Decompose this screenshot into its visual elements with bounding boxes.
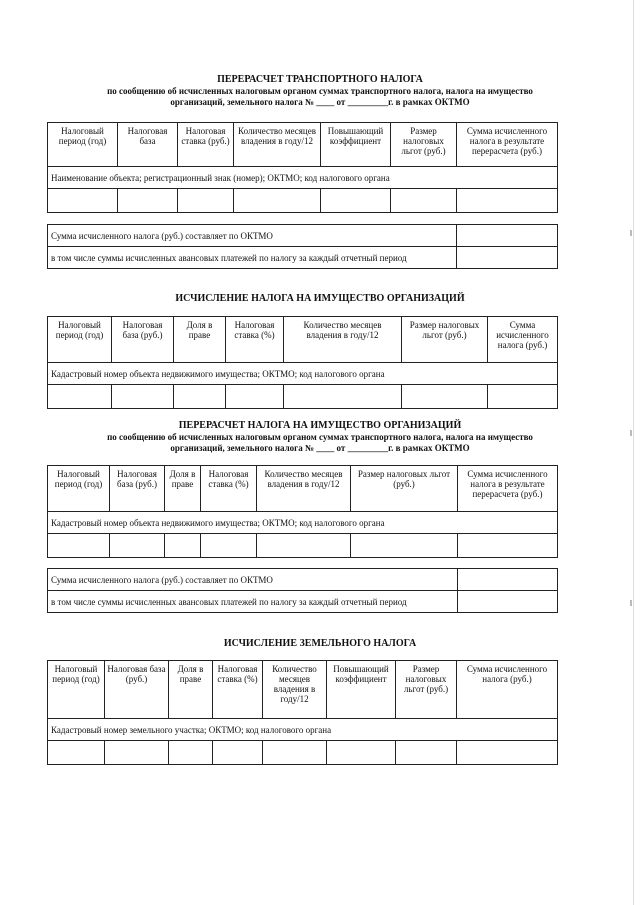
header-cell: Сумма исчисленного налога в результате перерасчета (руб.)	[457, 123, 558, 167]
advance-row-label: в том числе суммы исчисленных авансовых платежей по налогу за каждый отчетный период	[48, 591, 458, 613]
header-cell: Налоговая база	[118, 123, 178, 167]
sum-row-label: Сумма исчисленного налога (руб.) составляет по ОКТМО	[48, 225, 457, 247]
header-cell: Размер налоговых льгот (руб.)	[351, 466, 458, 512]
header-cell: Налоговая база (руб.)	[110, 466, 165, 512]
property-recalc-subtitle-2: организаций, земельного налога № ____ от _________г. в рамках ОКТМО	[170, 443, 470, 453]
empty-cell	[169, 741, 213, 765]
transport-sum-table	[47, 224, 558, 269]
header-cell: Налоговая база (руб.)	[112, 317, 174, 363]
header-cell: Доля в праве	[165, 466, 201, 512]
empty-cell	[110, 534, 165, 558]
property-calc-table	[47, 316, 558, 409]
empty-cell	[48, 189, 118, 213]
header-cell: Размер налоговых льгот (руб.)	[396, 661, 457, 719]
empty-cell	[226, 385, 284, 409]
empty-cell	[48, 741, 105, 765]
header-cell: Количество месяцев владения в году/12	[234, 123, 321, 167]
header-cell: Доля в праве	[169, 661, 213, 719]
header-cell: Размер налоговых льгот (руб.)	[402, 317, 488, 363]
header-cell: Налоговый период (год)	[48, 317, 112, 363]
empty-cell	[165, 534, 201, 558]
header-cell: Размер налоговых льгот (руб.)	[391, 123, 457, 167]
scan-edge	[633, 0, 634, 905]
object-row-label: Кадастровый номер объекта недвижимого имущества; ОКТМО; код налогового органа	[48, 512, 558, 534]
scan-mark	[630, 600, 632, 606]
empty-cell	[178, 189, 234, 213]
transport-recalc-title: ПЕРЕРАСЧЕТ ТРАНСПОРТНОГО НАЛОГА	[217, 74, 423, 85]
property-sum-table	[47, 568, 558, 613]
empty-cell	[457, 247, 558, 269]
transport-recalc-table	[47, 122, 558, 213]
property-recalc-subtitle-1: по сообщению об исчисленных налоговым органом суммах транспортного налога, налога на имущество	[107, 432, 533, 442]
header-cell: Сумма исчисленного налога в результате перерасчета (руб.)	[458, 466, 558, 512]
empty-cell	[327, 741, 396, 765]
header-cell: Налоговая ставка (%)	[226, 317, 284, 363]
transport-recalc-subtitle-2: организаций, земельного налога № ____ от _________г. в рамках ОКТМО	[170, 97, 470, 107]
scan-mark	[630, 230, 632, 236]
empty-cell	[48, 385, 112, 409]
empty-cell	[391, 189, 457, 213]
header-cell: Количество месяцев владения в году/12	[263, 661, 327, 719]
empty-cell	[458, 591, 558, 613]
header-cell: Налоговая ставка (%)	[201, 466, 257, 512]
property-recalc-title: ПЕРЕРАСЧЕТ НАЛОГА НА ИМУЩЕСТВО ОРГАНИЗАЦИЙ	[178, 420, 462, 431]
empty-cell	[118, 189, 178, 213]
empty-cell	[351, 534, 458, 558]
header-cell: Налоговый период (год)	[48, 123, 118, 167]
property-recalc-table	[47, 465, 558, 558]
object-row-label: Кадастровый номер земельного участка; ОКТМО; код налогового органа	[48, 719, 558, 741]
transport-recalc-subtitle-1: по сообщению об исчисленных налоговым органом суммах транспортного налога, налога на имущество	[107, 86, 533, 96]
header-cell: Сумма исчисленного налога (руб.)	[488, 317, 558, 363]
empty-cell	[396, 741, 457, 765]
empty-cell	[257, 534, 351, 558]
header-cell: Количество месяцев владения в году/12	[257, 466, 351, 512]
property-calc-title: ИСЧИСЛЕНИЕ НАЛОГА НА ИМУЩЕСТВО ОРГАНИЗАЦИЙ	[175, 293, 465, 304]
advance-row-label: в том числе суммы исчисленных авансовых платежей по налогу за каждый отчетный период	[48, 247, 457, 269]
object-row-label: Кадастровый номер объекта недвижимого имущества; ОКТМО; код налогового органа	[48, 363, 558, 385]
empty-cell	[234, 189, 321, 213]
sum-row-label: Сумма исчисленного налога (руб.) составляет по ОКТМО	[48, 569, 458, 591]
header-cell: Налоговый период (год)	[48, 661, 105, 719]
header-cell: Налоговая база (руб.)	[105, 661, 169, 719]
empty-cell	[201, 534, 257, 558]
scan-mark	[630, 430, 632, 436]
header-cell: Сумма исчисленного налога (руб.)	[457, 661, 558, 719]
empty-cell	[457, 225, 558, 247]
header-cell: Повышающий коэффициент	[327, 661, 396, 719]
empty-cell	[457, 189, 558, 213]
object-row-label: Наименование объекта; регистрационный знак (номер); ОКТМО; код налогового органа	[48, 167, 558, 189]
empty-cell	[105, 741, 169, 765]
empty-cell	[458, 534, 558, 558]
header-cell: Налоговая ставка (%)	[213, 661, 263, 719]
header-cell: Налоговая ставка (руб.)	[178, 123, 234, 167]
header-cell: Налоговый период (год)	[48, 466, 110, 512]
header-cell: Количество месяцев владения в году/12	[284, 317, 402, 363]
empty-cell	[457, 741, 558, 765]
empty-cell	[458, 569, 558, 591]
land-calc-table	[47, 660, 558, 765]
empty-cell	[174, 385, 226, 409]
empty-cell	[213, 741, 263, 765]
land-calc-title: ИСЧИСЛЕНИЕ ЗЕМЕЛЬНОГО НАЛОГА	[223, 638, 417, 649]
empty-cell	[284, 385, 402, 409]
empty-cell	[402, 385, 488, 409]
empty-cell	[321, 189, 391, 213]
header-cell: Доля в праве	[174, 317, 226, 363]
empty-cell	[48, 534, 110, 558]
header-cell: Повышающий коэффициент	[321, 123, 391, 167]
empty-cell	[263, 741, 327, 765]
empty-cell	[112, 385, 174, 409]
empty-cell	[488, 385, 558, 409]
